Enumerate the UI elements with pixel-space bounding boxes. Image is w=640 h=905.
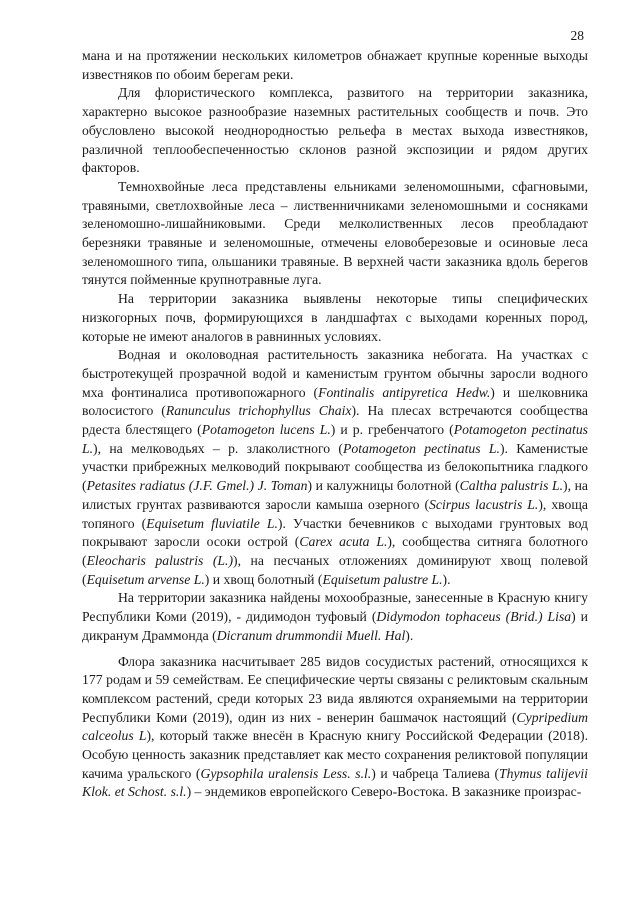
latin-species-name: Ranunculus trichophyllus Chaix [165, 403, 352, 419]
text-segment: ) и дикранум Драммонда ( [82, 609, 588, 643]
text-segment: Для флористического комплекса, развитого на территории заказника, характерно высокое разнообразие наземных растительных сообществ и почв. Это обусловлено высокой неоднородностью рельефа в местах выхода известняков, различной теплообеспеченностью склонов разной экспозиции и рядом других факторов. [82, 85, 588, 176]
text-segment: На территории заказника найдены мохообразные, занесенные в Красную книгу Республики Коми (2019), - дидимодон туфовый ( [82, 590, 588, 625]
text-segment: ). [405, 627, 414, 643]
latin-species-name: Equisetum palustre L. [322, 571, 443, 587]
paragraph [82, 178, 588, 290]
paragraph [82, 290, 588, 346]
text-body [82, 47, 588, 802]
text-segment: ). Участки бечевников с выходами грунтовых вод покрывают заросли осоки острой ( [82, 515, 588, 550]
text-segment: ). Каменистые участки прибрежных мелководий покрывают сообщества из белокопытника гладкого ( [82, 440, 588, 494]
paragraph [82, 84, 588, 178]
text-segment: мана и на протяжении нескольких километров обнажает крупные коренные выходы известняков по обоим берегам реки. [82, 48, 588, 82]
text-segment: ), на мелководьях – р. злаколистного ( [93, 440, 343, 456]
latin-species-name: Thymus talijevii Klok. et Schost. s.l. [82, 765, 588, 800]
text-segment: ), сообщества ситняга болотного ( [82, 534, 588, 568]
latin-species-name: Didymodon tophaceus (Brid.) Lisa [376, 609, 572, 625]
text-segment: ) и калужницы болотной ( [307, 478, 460, 494]
text-segment: ). На плесах встречаются сообщества рдеста блестящего ( [82, 403, 588, 438]
paragraph [82, 47, 588, 84]
text-segment: ), хвоща топяного ( [82, 496, 589, 531]
text-segment: ) и р. гребенчатого ( [330, 422, 454, 438]
page-number: 28 [570, 28, 584, 43]
text-segment: ) и шелковника волосистого ( [82, 384, 588, 419]
latin-species-name: Dicranum drummondii Muell. Hal [216, 627, 406, 643]
text-segment: ). [442, 571, 451, 587]
paragraph [82, 346, 588, 589]
text-segment: ) – эндемиков европейского Северо-Востока. В заказнике произрас- [186, 784, 582, 800]
latin-species-name: Potamogeton lucens L. [201, 422, 331, 438]
text-segment: ), на илистых грунтах развиваются заросли камыша озерного ( [82, 478, 588, 512]
latin-species-name: Fontinalis antipyretica Hedw. [318, 384, 491, 400]
latin-species-name: Equisetum fluviatile L. [146, 515, 278, 531]
latin-species-name: Cypripedium calceolus L [82, 709, 588, 744]
text-segment: ) и хвощ болотный ( [204, 571, 323, 587]
paragraph [82, 653, 588, 803]
latin-species-name: Potamogeton pectinatus L. [82, 422, 588, 456]
latin-species-name: Potamogeton pectinatus L. [343, 440, 500, 456]
text-segment: ), на песчаных отложениях доминируют хвощ полевой ( [82, 552, 588, 587]
latin-species-name: Equisetum arvense L. [86, 571, 205, 587]
latin-species-name: Caltha palustris L. [459, 478, 564, 494]
latin-species-name: Scirpus lacustris L. [429, 496, 539, 512]
latin-species-name: Petasites radiatus (J.F. Gmel.) J. Toman [86, 478, 308, 494]
text-segment: Темнохвойные леса представлены ельниками зеленомошными, сфагновыми, травяными, светлохвойные леса – лиственничниками зеленомошными и сосняками зеленомошно-лишайниковыми. Среди мелколиственных лесов преобладают березняки травяные и зеленомошные, отмечены еловоберезовые и осиновые леса зеленомошного типа, ольшаники травяные. В верхней части заказника вдоль берегов тянутся пойменные крупнотравные луга. [82, 178, 588, 288]
paragraph [82, 589, 588, 645]
text-segment: ), который также внесён в Красную книгу Российской Федерации (2018). Особую ценность заказник представляет как место сохранения реликтовой популяции качима уральского ( [82, 728, 588, 781]
latin-species-name: Carex acuta L. [299, 534, 388, 550]
text-segment: Водная и околоводная растительность заказника небогата. На участках с быстротекущей прозрачной водой и каменистым грунтом обычны заросли водного мха фонтиналиса противопожарного ( [82, 347, 588, 400]
latin-species-name: Eleocharis palustris (L.) [86, 552, 234, 568]
text-segment: На территории заказника выявлены некоторые типы специфических низкогорных почв, формирующихся в ландшафтах с выходами коренных пород, которые не имеют аналогов в равнинных условиях. [82, 291, 588, 344]
latin-species-name: Gypsophila uralensis Less. s.l. [200, 765, 372, 781]
text-segment: Флора заказника насчитывает 285 видов сосудистых растений, относящихся к 177 родам и 59 семействам. Ее специфические черты связаны с реликтовым скальным комплексом растений, среди которых 23 вида являются охраняемыми на территории Республики Коми (2019), один из них - венерин башмачок настоящий ( [82, 653, 588, 725]
text-segment: ) и чабреца Талиева ( [371, 765, 500, 781]
